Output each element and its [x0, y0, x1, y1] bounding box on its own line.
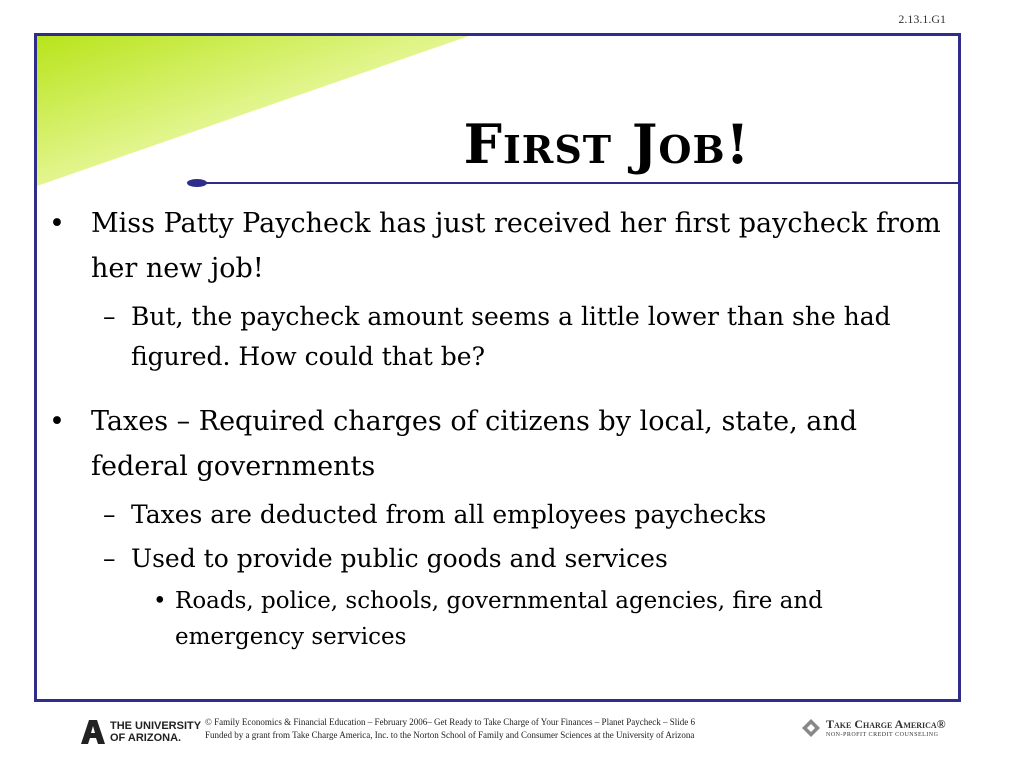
- sub-bullet-lower-amount-text: But, the paycheck amount seems a little lower than she had figured. How could that be?: [131, 302, 891, 371]
- sub-bullet-deducted: [47, 495, 947, 535]
- dash-icon: –: [103, 500, 116, 529]
- bullet-icon: •: [153, 588, 167, 614]
- slide-content: [47, 201, 947, 655]
- slide-frame: [34, 33, 961, 702]
- taxes-term: Taxes: [91, 406, 169, 437]
- sub-bullet-public-goods-text: Used to provide public goods and services: [131, 544, 668, 573]
- footer-line-2: Funded by a grant from Take Charge America, Inc. to the Norton School of Family and Consumer Sciences at the University of Arizona: [205, 730, 695, 740]
- tca-name: Take Charge America®: [826, 716, 946, 731]
- dash-icon: –: [103, 544, 116, 573]
- page-title: First Job!: [463, 112, 751, 176]
- sub-bullet-public-goods: [47, 539, 947, 579]
- arizona-a-icon: [80, 718, 106, 746]
- sub-sub-bullet-services-text: Roads, police, schools, governmental agencies, fire and emergency services: [175, 588, 823, 650]
- taxes-definition: Required charges of citizens by local, state, and federal governments: [91, 406, 858, 482]
- sub-sub-bullet-services: [47, 583, 947, 655]
- slide-code: 2.13.1.G1: [898, 12, 946, 26]
- bullet-icon: •: [49, 208, 65, 239]
- bullet-icon: •: [49, 406, 65, 437]
- bullet-paycheck: [47, 201, 947, 291]
- take-charge-america-logo: [800, 716, 946, 738]
- bullet-paycheck-text: Miss Patty Paycheck has just received her first paycheck from her new job!: [91, 208, 941, 284]
- university-of-arizona-logo: [80, 718, 201, 746]
- footer-credits: [205, 716, 790, 742]
- title-underline: [195, 182, 961, 184]
- slide-footer: [0, 712, 1024, 768]
- tca-subtitle: NON-PROFIT CREDIT COUNSELING: [826, 731, 939, 738]
- university-line-1: THE UNIVERSITY: [110, 720, 202, 732]
- sub-bullet-deducted-text: Taxes are deducted from all employees paychecks: [131, 500, 767, 529]
- bullet-taxes: [47, 399, 947, 489]
- dash-icon: –: [103, 302, 116, 331]
- sub-bullet-lower-amount: [47, 297, 947, 377]
- tca-swoosh-icon: [800, 716, 822, 738]
- university-line-2: OF ARIZONA.: [110, 732, 182, 744]
- taxes-dash: –: [168, 406, 199, 437]
- footer-line-1: © Family Economics & Financial Education – February 2006– Get Ready to Take Charge of Your Finances – Planet Paycheck – Slide 6: [205, 717, 696, 727]
- title-underline-cap: [187, 179, 207, 187]
